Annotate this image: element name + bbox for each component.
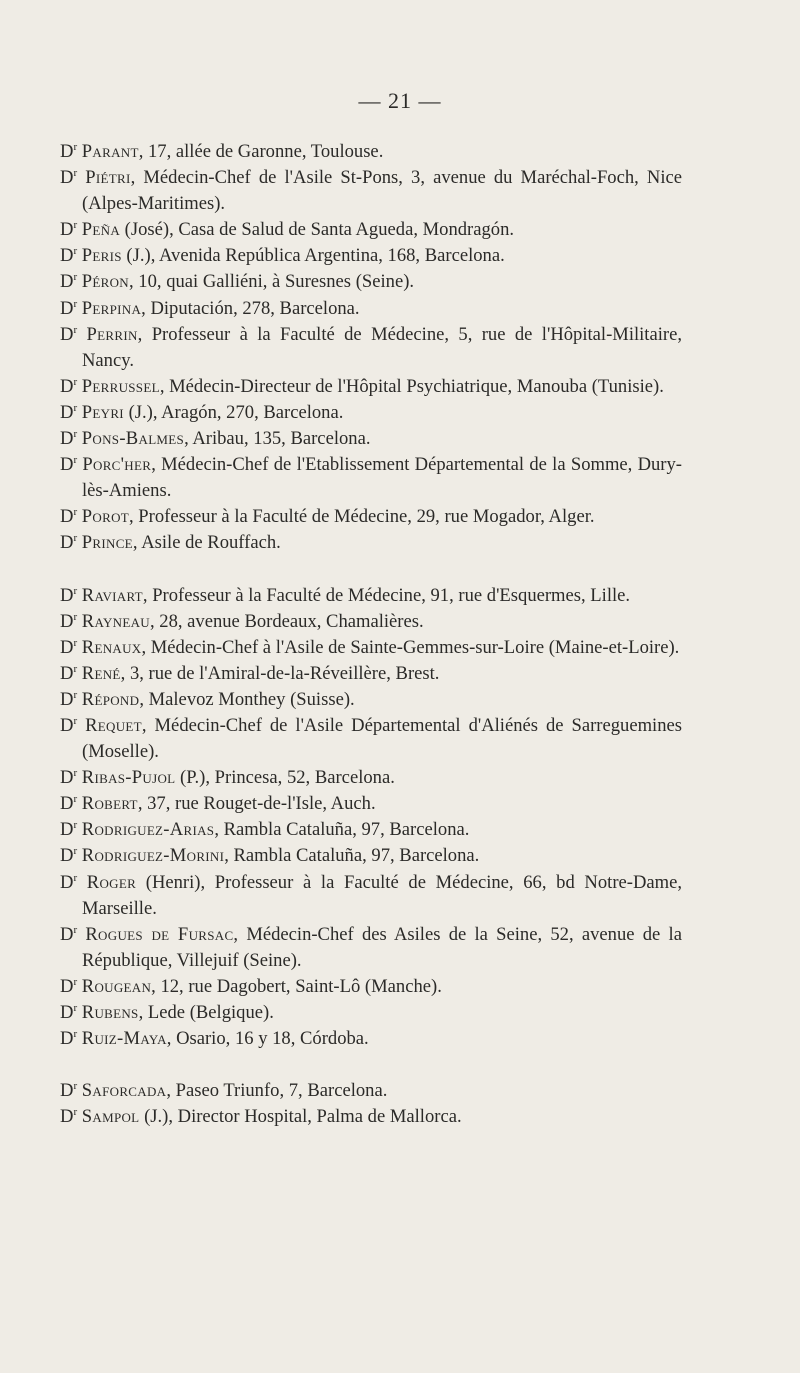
member-name: Ribas-Pujol: [81, 767, 176, 789]
member-name: Sampol: [81, 1106, 140, 1128]
doctor-title: $D^r$: [60, 688, 78, 710]
doctor-title: $D^r$: [60, 845, 78, 867]
list-item: [0, 583, 800, 609]
member-details: (J.), Aragón, 270, Barcelona.: [123, 401, 344, 423]
member-details: , Malevoz Monthey (Suisse).: [139, 688, 355, 710]
list-item: [0, 1104, 800, 1130]
list-item: [0, 922, 800, 974]
member-details: , 17, allée de Garonne, Toulouse.: [138, 141, 384, 162]
doctor-title: $D^r$: [60, 1080, 78, 1102]
member-name: Perrussel: [81, 375, 160, 397]
list-item: [0, 609, 800, 635]
member-details: (Henri), Professeur à la Faculté de Médecine, 66, bd Notre-Dame, Marseille.: [82, 871, 682, 919]
list-item: [0, 217, 800, 243]
member-name: Raviart: [81, 584, 143, 606]
list-item: [0, 426, 800, 452]
doctor-title: $D^r$: [60, 923, 78, 945]
list-item: [0, 635, 800, 661]
member-details: , Médecin-Directeur de l'Hôpital Psychiatrique, Manouba (Tunisie).: [159, 375, 664, 397]
member-details: , Professeur à la Faculté de Médecine, 29, rue Mogador, Alger.: [129, 506, 595, 528]
list-item: [0, 530, 800, 556]
member-name: Piétri: [85, 167, 131, 189]
list-item: [0, 452, 800, 504]
member-name: Rogues de Fursac: [85, 923, 234, 945]
member-name: Robert: [81, 793, 138, 815]
member-name: René: [81, 662, 121, 684]
member-name: Prince: [81, 532, 133, 554]
member-details: , Médecin-Chef de l'Asile Départemental d'Aliénés de Sarreguemines (Moselle).: [82, 714, 683, 763]
doctor-title: $D^r$: [60, 219, 78, 241]
member-details: , Rambla Cataluña, 97, Barcelona.: [224, 845, 480, 867]
member-name: Renaux: [81, 636, 142, 658]
member-name: Rodriguez-Morini: [81, 845, 225, 867]
member-details: , Professeur à la Faculté de Médecine, 91, rue d'Esquermes, Lille.: [142, 584, 631, 606]
member-name: Péron: [81, 271, 129, 293]
member-name: Ruiz-Maya: [81, 1028, 167, 1050]
doctor-title: $D^r$: [60, 454, 78, 476]
doctor-title: $D^r$: [60, 714, 78, 736]
member-details: , 12, rue Dagobert, Saint-Lô (Manche).: [151, 975, 442, 997]
doctor-title: $D^r$: [60, 323, 78, 345]
page-number: — 21 —: [358, 88, 442, 113]
member-details: , 3, rue de l'Amiral-de-la-Réveillère, Brest.: [120, 662, 440, 684]
doctor-title: $D^r$: [60, 767, 78, 789]
member-name: Rubens: [81, 1002, 139, 1023]
doctor-title: $D^r$: [60, 271, 78, 293]
list-item: [0, 1026, 800, 1052]
list-item: [0, 817, 800, 843]
member-name: Parant: [81, 141, 139, 162]
member-name: Peña: [81, 219, 121, 241]
member-details: , Médecin-Chef de l'Etablissement Départemental de la Somme, Dury-lès-Amiens.: [82, 454, 682, 502]
member-details: , Médecin-Chef des Asiles de la Seine, 52, avenue de la République, Villejuif (Seine).: [82, 923, 682, 971]
list-item: [0, 165, 800, 217]
member-details: , Lede (Belgique).: [138, 1002, 274, 1023]
member-details: , Médecin-Chef à l'Asile de Sainte-Gemmes-sur-Loire (Maine-et-Loire).: [141, 636, 680, 658]
member-name: Répond: [81, 688, 140, 710]
member-name: Rodriguez-Arias: [81, 819, 215, 841]
doctor-title: $D^r$: [60, 636, 78, 658]
member-details: , Diputación, 278, Barcelona.: [141, 297, 360, 319]
member-name: Porc'her: [82, 454, 152, 476]
list-item: [0, 1000, 800, 1026]
member-details: , Médecin-Chef de l'Asile St-Pons, 3, avenue du Maréchal-Foch, Nice (Alpes-Maritimes).: [82, 167, 683, 215]
member-details: , Asile de Rouffach.: [132, 532, 281, 554]
list-item: [0, 765, 800, 791]
member-details: (José), Casa de Salud de Santa Agueda, Mondragón.: [120, 219, 515, 241]
member-details: , 10, quai Galliéni, à Suresnes (Seine).: [129, 271, 415, 293]
doctor-title: $D^r$: [60, 428, 78, 450]
member-details: , Paseo Triunfo, 7, Barcelona.: [166, 1080, 388, 1102]
member-details: (J.), Avenida República Argentina, 168, Barcelona.: [121, 245, 505, 267]
member-name: Perrin: [86, 323, 138, 345]
member-details: (P.), Princesa, 52, Barcelona.: [175, 767, 395, 789]
member-details: , 28, avenue Bordeaux, Chamalières.: [149, 610, 424, 632]
member-name: Rayneau: [81, 610, 150, 632]
doctor-title: $D^r$: [60, 1028, 78, 1050]
member-name: Porot: [81, 506, 129, 528]
doctor-title: $D^r$: [60, 1106, 78, 1128]
doctor-title: $D^r$: [60, 297, 78, 319]
member-name: Pons-Balmes: [81, 428, 185, 450]
member-name: Perpina: [81, 297, 142, 319]
list-item: [0, 296, 800, 322]
list-item: [0, 322, 800, 374]
list-item: [0, 974, 800, 1000]
list-item: [0, 269, 800, 295]
list-item: [0, 1078, 800, 1104]
doctor-title: $D^r$: [60, 401, 78, 423]
member-details: , 37, rue Rouget-de-l'Isle, Auch.: [137, 793, 376, 815]
doctor-title: $D^r$: [60, 375, 78, 397]
member-details: (J.), Director Hospital, Palma de Mallorca.: [139, 1106, 462, 1128]
doctor-title: $D^r$: [60, 793, 78, 815]
member-details: , Professeur à la Faculté de Médecine, 5, rue de l'Hôpital-Militaire, Nancy.: [82, 323, 682, 371]
list-item: [0, 243, 800, 269]
member-name: Saforcada: [81, 1080, 167, 1102]
member-details: , Rambla Cataluña, 97, Barcelona.: [214, 819, 470, 841]
member-name: Requet: [85, 714, 142, 736]
member-name: Peris: [81, 245, 122, 267]
member-details: , Osario, 16 y 18, Córdoba.: [166, 1028, 369, 1050]
doctor-title: $D^r$: [60, 506, 78, 528]
list-item: [0, 661, 800, 687]
doctor-title: $D^r$: [60, 245, 78, 267]
member-name: Peyri: [81, 401, 124, 423]
list-item: [0, 843, 800, 869]
member-name: Rougean: [81, 975, 152, 997]
doctor-title: $D^r$: [60, 871, 78, 893]
doctor-title: $D^r$: [60, 975, 78, 997]
doctor-title: $D^r$: [60, 167, 78, 189]
doctor-title: $D^r$: [60, 532, 78, 554]
doctor-title: $D^r$: [60, 819, 78, 841]
list-item: [0, 713, 800, 765]
member-list: [0, 139, 800, 1130]
list-item: [0, 139, 800, 165]
list-item: [0, 870, 800, 922]
doctor-title: $D^r$: [60, 584, 78, 606]
doctor-title: $D^r$: [60, 141, 78, 162]
member-details: , Aribau, 135, Barcelona.: [184, 428, 371, 450]
list-item: [0, 374, 800, 400]
member-name: Roger: [86, 871, 137, 893]
list-item: [0, 791, 800, 817]
list-item: [0, 400, 800, 426]
doctor-title: $D^r$: [60, 662, 78, 684]
list-item: [0, 504, 800, 530]
doctor-title: $D^r$: [60, 1002, 78, 1023]
doctor-title: $D^r$: [60, 610, 78, 632]
list-item: [0, 687, 800, 713]
